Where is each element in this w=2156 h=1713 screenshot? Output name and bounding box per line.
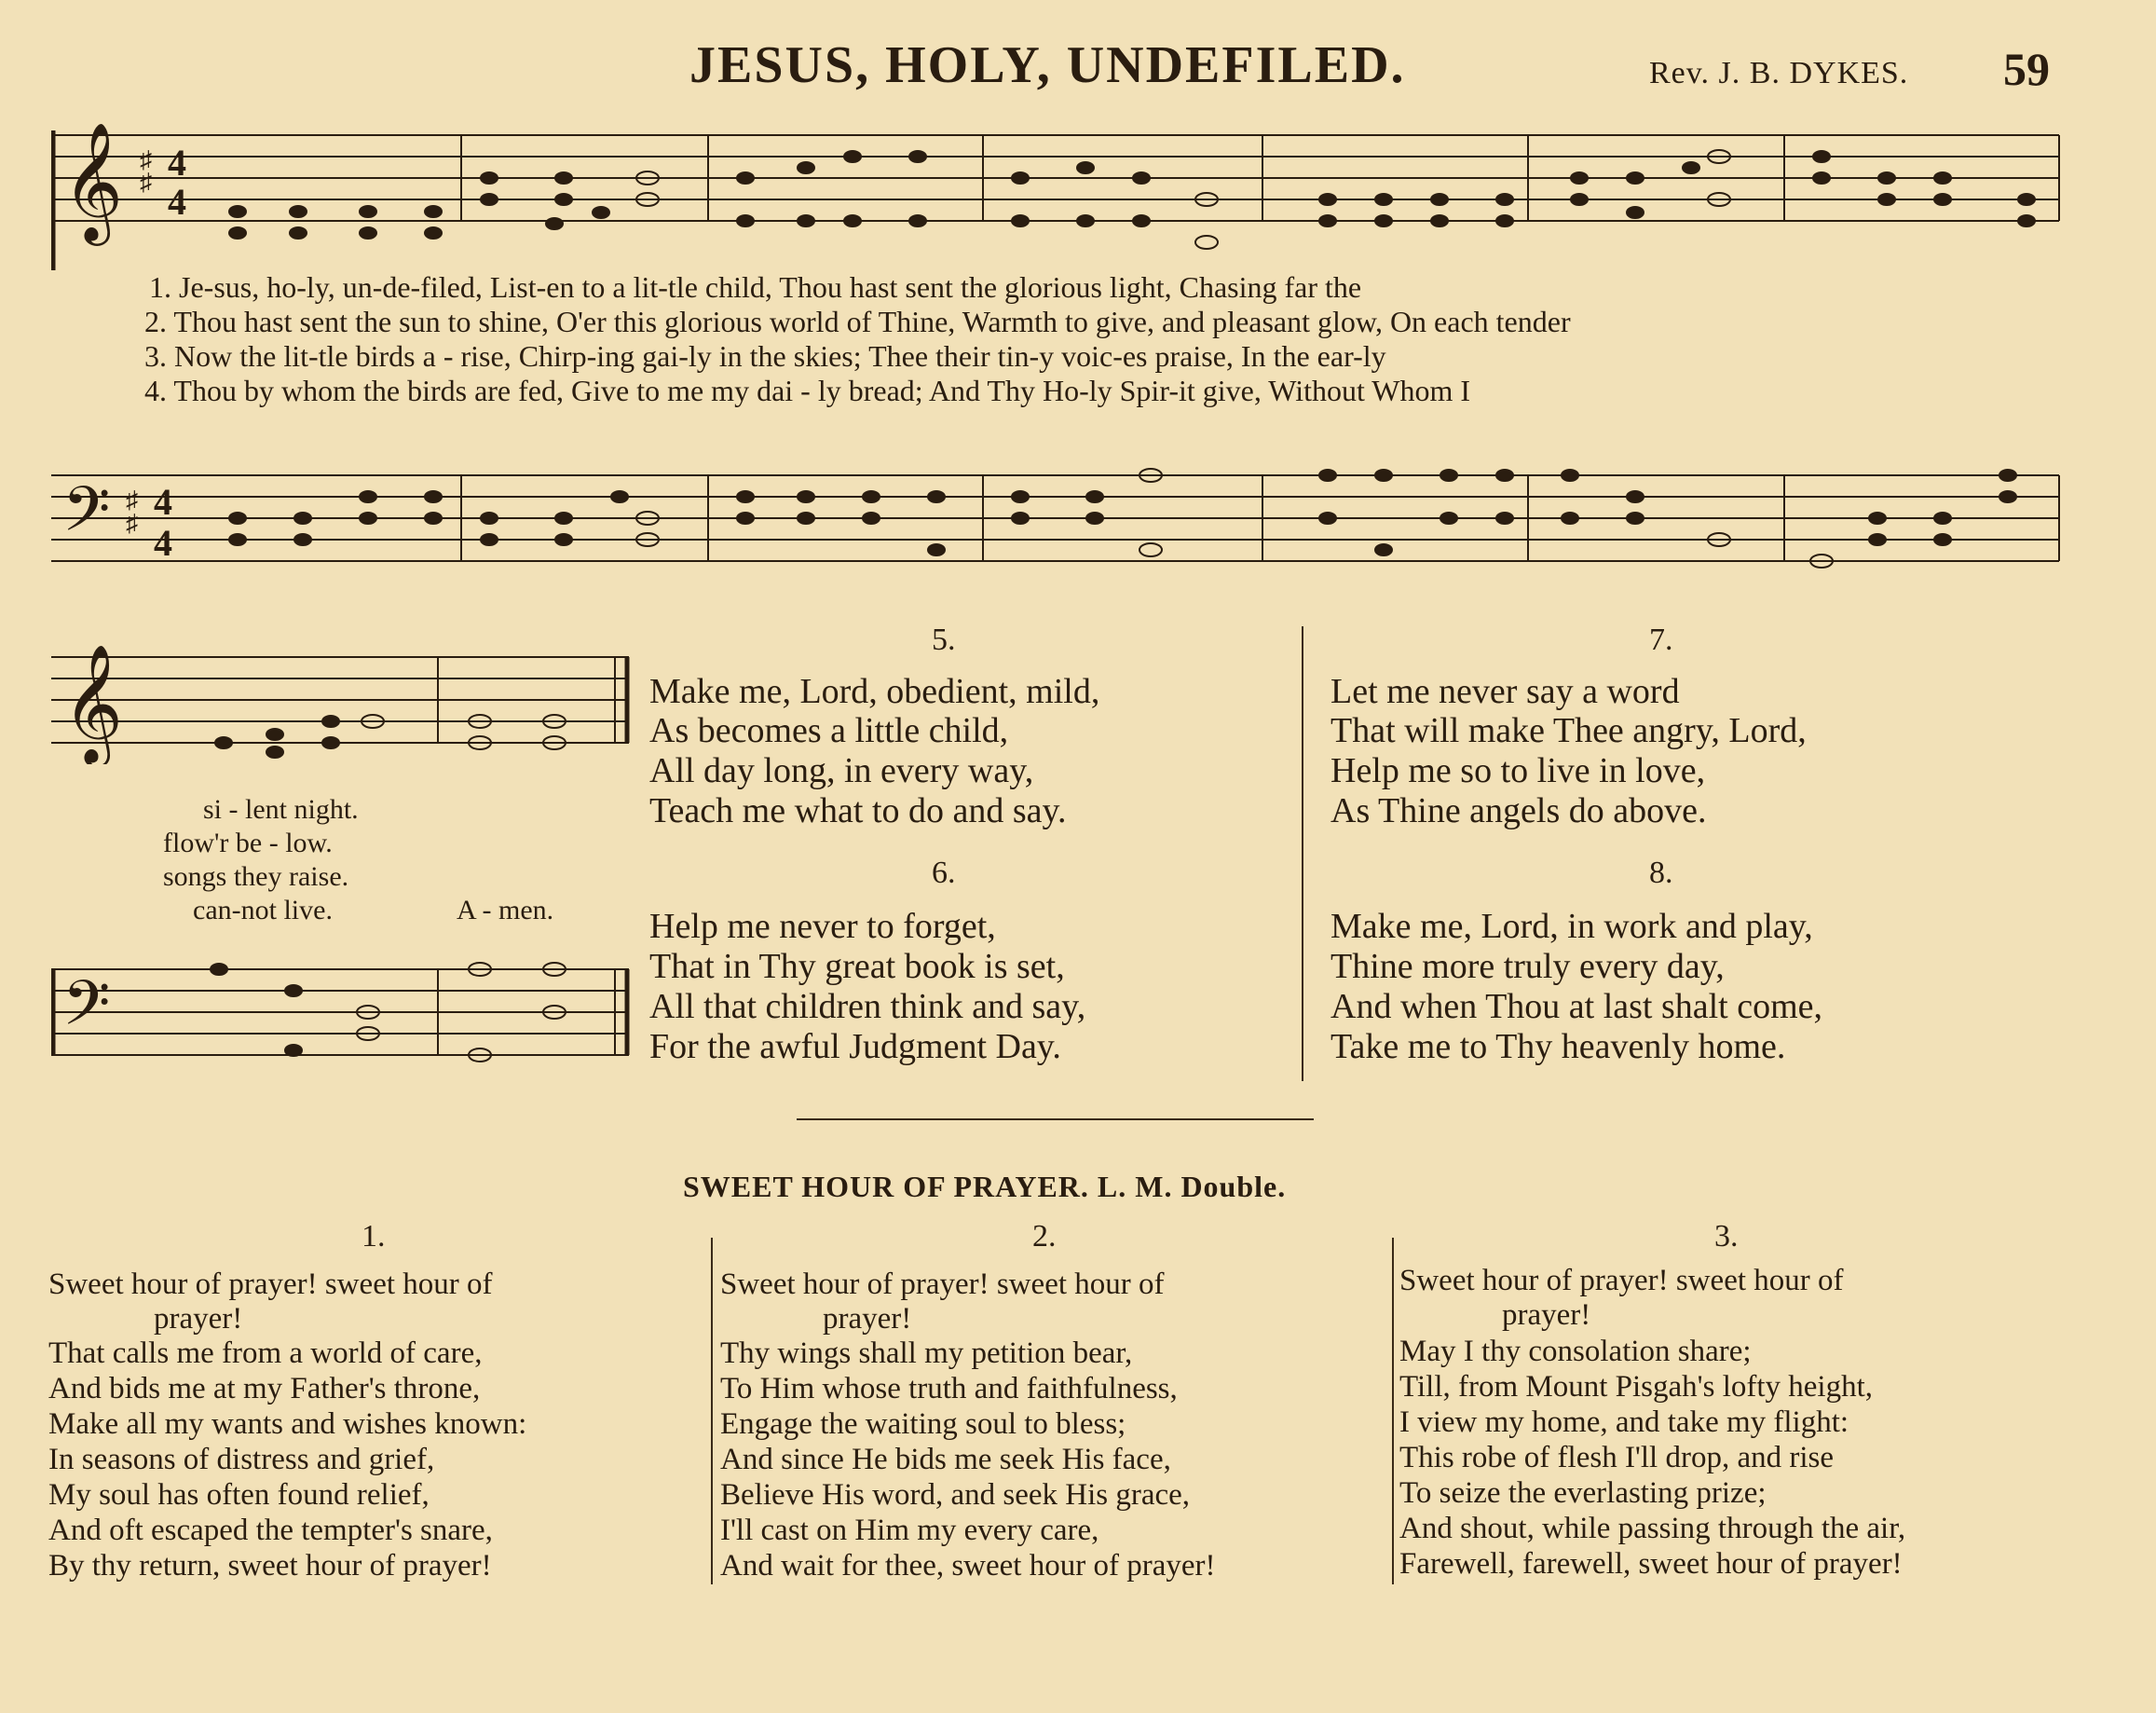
svg-text:♯: ♯ xyxy=(126,486,138,514)
verse-1-line: In seasons of distress and grief, xyxy=(48,1443,435,1476)
verse-2-line: prayer! xyxy=(823,1302,912,1336)
verse-2-line: Thy wings shall my petition bear, xyxy=(720,1336,1133,1370)
verse-1-line: And oft escaped the tempter's snare, xyxy=(48,1514,493,1547)
amen: A - men. xyxy=(457,895,554,925)
treble-clef-icon: 𝄞 xyxy=(62,121,124,240)
end-lyric-3: songs they raise. xyxy=(163,861,349,892)
end-lyric-1: si - lent night. xyxy=(203,794,359,825)
svg-text:♯: ♯ xyxy=(126,510,138,537)
stanza-6-line-1: Help me never to forget, xyxy=(649,907,996,946)
stanza-7-number: 7. xyxy=(1649,623,1673,657)
stanza-6-line-2: That in Thy great book is set, xyxy=(649,947,1065,986)
stanza-5-line-1: Make me, Lord, obedient, mild, xyxy=(649,672,1100,711)
treble-staff-1 xyxy=(51,112,2064,270)
stanza-5-number: 5. xyxy=(932,623,956,657)
end-lyric-4: can-not live. xyxy=(193,895,333,925)
stanza-7-line-4: As Thine angels do above. xyxy=(1330,791,1707,830)
svg-text:♯: ♯ xyxy=(140,146,152,173)
verse-1-line: Make all my wants and wishes known: xyxy=(48,1407,527,1441)
stanza-7-line-1: Let me never say a word xyxy=(1330,672,1680,711)
verse-line-4: 4. Thou by whom the birds are fed, Give to me my dai - ly bread; And Thy Ho-ly Spir-it give, Without Whom I xyxy=(144,374,1471,407)
composer-credit: Rev. J. B. DYKES. xyxy=(1649,56,1909,90)
stanza-5-line-2: As becomes a little child, xyxy=(649,711,1009,750)
verse-3-line: prayer! xyxy=(1502,1298,1591,1332)
stanza-8-line-2: Thine more truly every day, xyxy=(1330,947,1725,986)
stanza-divider xyxy=(1302,626,1303,1081)
second-hymn-title: SWEET HOUR OF PRAYER. L. M. Double. xyxy=(683,1170,1287,1203)
stanza-7-line-3: Help me so to live in love, xyxy=(1330,751,1706,790)
stanza-5-line-4: Teach me what to do and say. xyxy=(649,791,1067,830)
svg-text:4: 4 xyxy=(154,481,172,523)
verse-3-line: To seize the everlasting prize; xyxy=(1399,1476,1767,1510)
verse-line-2: 2. Thou hast sent the sun to shine, O'er this glorious world of Thine, Warmth to give, and pleasant glow, On each tender xyxy=(144,305,1571,338)
verse-3-line: Farewell, farewell, sweet hour of prayer! xyxy=(1399,1547,1903,1581)
hymn-title: JESUS, HOLY, UNDEFILED. xyxy=(689,36,1406,94)
verse-2-line: Engage the waiting soul to bless; xyxy=(720,1407,1126,1441)
verse-2-number: 2. xyxy=(1032,1219,1057,1254)
stanza-8-line-4: Take me to Thy heavenly home. xyxy=(1330,1027,1786,1066)
verse-1-line: prayer! xyxy=(154,1302,243,1336)
verse-3-number: 3. xyxy=(1714,1219,1739,1254)
stanza-8-line-3: And when Thou at last shalt come, xyxy=(1330,987,1823,1026)
verse-2-line: To Him whose truth and faithfulness, xyxy=(720,1372,1178,1405)
verse-1-line: My soul has often found relief, xyxy=(48,1478,430,1512)
verse-1-line: By thy return, sweet hour of prayer! xyxy=(48,1549,492,1583)
stanza-6-line-4: For the awful Judgment Day. xyxy=(649,1027,1061,1066)
time-sig-denominator: 4 xyxy=(168,181,186,223)
verse-2-line: Sweet hour of prayer! sweet hour of xyxy=(720,1268,1165,1301)
column-divider-2 xyxy=(1392,1238,1394,1584)
verse-1-line: That calls me from a world of care, xyxy=(48,1336,483,1370)
svg-text:𝄞: 𝄞 xyxy=(62,643,124,762)
verse-3-line: This robe of flesh I'll drop, and rise xyxy=(1399,1441,1834,1474)
svg-text:𝄢: 𝄢 xyxy=(62,967,111,1054)
time-sig-numerator: 4 xyxy=(168,142,186,184)
verse-1-line: Sweet hour of prayer! sweet hour of xyxy=(48,1268,493,1301)
verse-3-line: Till, from Mount Pisgah's lofty height, xyxy=(1399,1370,1874,1404)
stanza-7-line-2: That will make Thee angry, Lord, xyxy=(1330,711,1807,750)
stanza-6-line-3: All that children think and say, xyxy=(649,987,1086,1026)
verse-2-line: Believe His word, and seek His grace, xyxy=(720,1478,1191,1512)
stanza-5-line-3: All day long, in every way, xyxy=(649,751,1034,790)
verse-3-line: Sweet hour of prayer! sweet hour of xyxy=(1399,1264,1844,1297)
bass-staff-2 xyxy=(51,932,648,1072)
verse-line-3: 3. Now the lit-tle birds a - rise, Chirp-ing gai-ly in the skies; Thee their tin-y voic-es praise, In the ear-ly xyxy=(144,339,1386,373)
verse-3-line: May I thy consolation share; xyxy=(1399,1335,1752,1368)
bass-clef-icon: 𝄢 xyxy=(62,473,111,560)
verse-1-line: And bids me at my Father's throne, xyxy=(48,1372,481,1405)
section-divider xyxy=(797,1118,1314,1120)
stanza-8-line-1: Make me, Lord, in work and play, xyxy=(1330,907,1813,946)
svg-text:4: 4 xyxy=(154,522,172,564)
verse-2-line: And wait for thee, sweet hour of prayer! xyxy=(720,1549,1216,1583)
verse-2-line: I'll cast on Him my every care, xyxy=(720,1514,1099,1547)
treble-staff-2 xyxy=(51,634,648,764)
verse-1-number: 1. xyxy=(362,1219,386,1254)
page-number: 59 xyxy=(2003,43,2050,95)
stanza-8-number: 8. xyxy=(1649,856,1673,890)
verse-2-line: And since He bids me seek His face, xyxy=(720,1443,1171,1476)
svg-text:♯: ♯ xyxy=(140,169,152,196)
verse-3-line: And shout, while passing through the air, xyxy=(1399,1512,1906,1545)
verse-line-1: 1. Je-sus, ho-ly, un-de-filed, List-en to a lit-tle child, Thou hast sent the glorious light, Chasing far the xyxy=(149,270,1362,304)
column-divider-1 xyxy=(711,1238,713,1584)
bass-staff-1 xyxy=(51,438,2064,596)
verse-3-line: I view my home, and take my flight: xyxy=(1399,1405,1849,1439)
end-lyric-2: flow'r be - low. xyxy=(163,828,333,858)
stanza-6-number: 6. xyxy=(932,856,956,890)
